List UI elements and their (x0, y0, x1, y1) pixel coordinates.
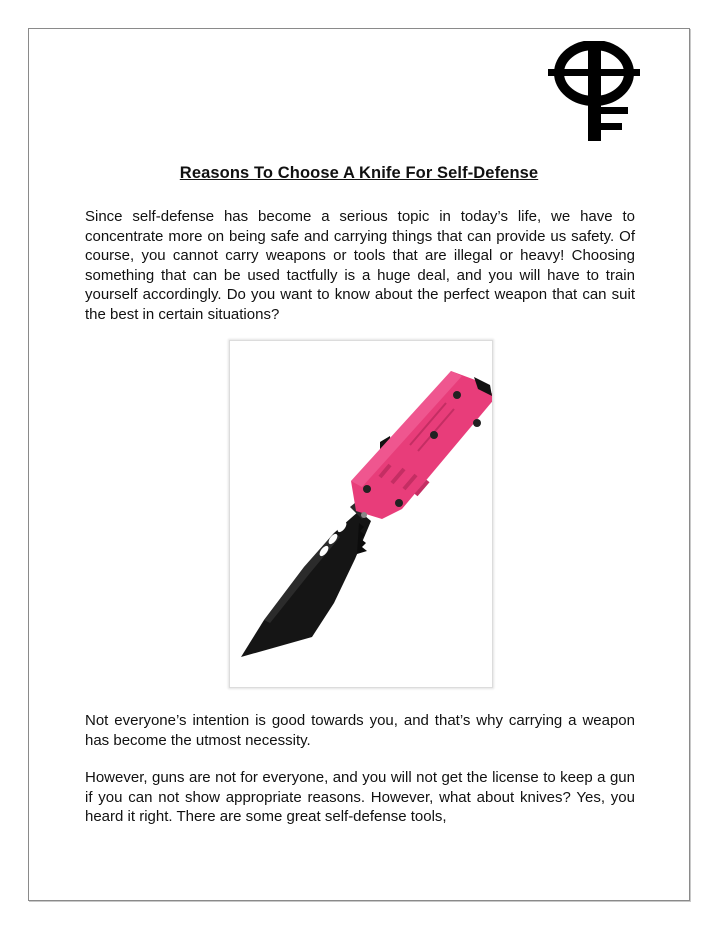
page-title: Reasons To Choose A Knife For Self-Defense (179, 164, 539, 182)
intro-paragraph: Since self-defense has become a serious topic in today’s life, we have to concentrate more on being safe and carrying things that can provide us safety. Of course, you cannot carry weapons or tools that are illegal or heavy! Choosing something that can be used tactfully is a huge deal, and you will have to train yourself accordingly. Do you want to know about the perfect weapon that can suit the best in certain situations? (85, 208, 635, 323)
body-paragraph: Not everyone’s intention is good towards you, and that’s why carrying a weapon has become the utmost necessity. (85, 712, 635, 749)
brand-logo (548, 41, 640, 141)
document-page (28, 28, 690, 901)
knife-photo (229, 340, 493, 688)
body-paragraph: However, guns are not for everyone, and you will not get the license to keep a gun if you can not show appropriate reasons. However, what about knives? Yes, you heard it right. There are some great self-defense tools, (85, 769, 635, 826)
